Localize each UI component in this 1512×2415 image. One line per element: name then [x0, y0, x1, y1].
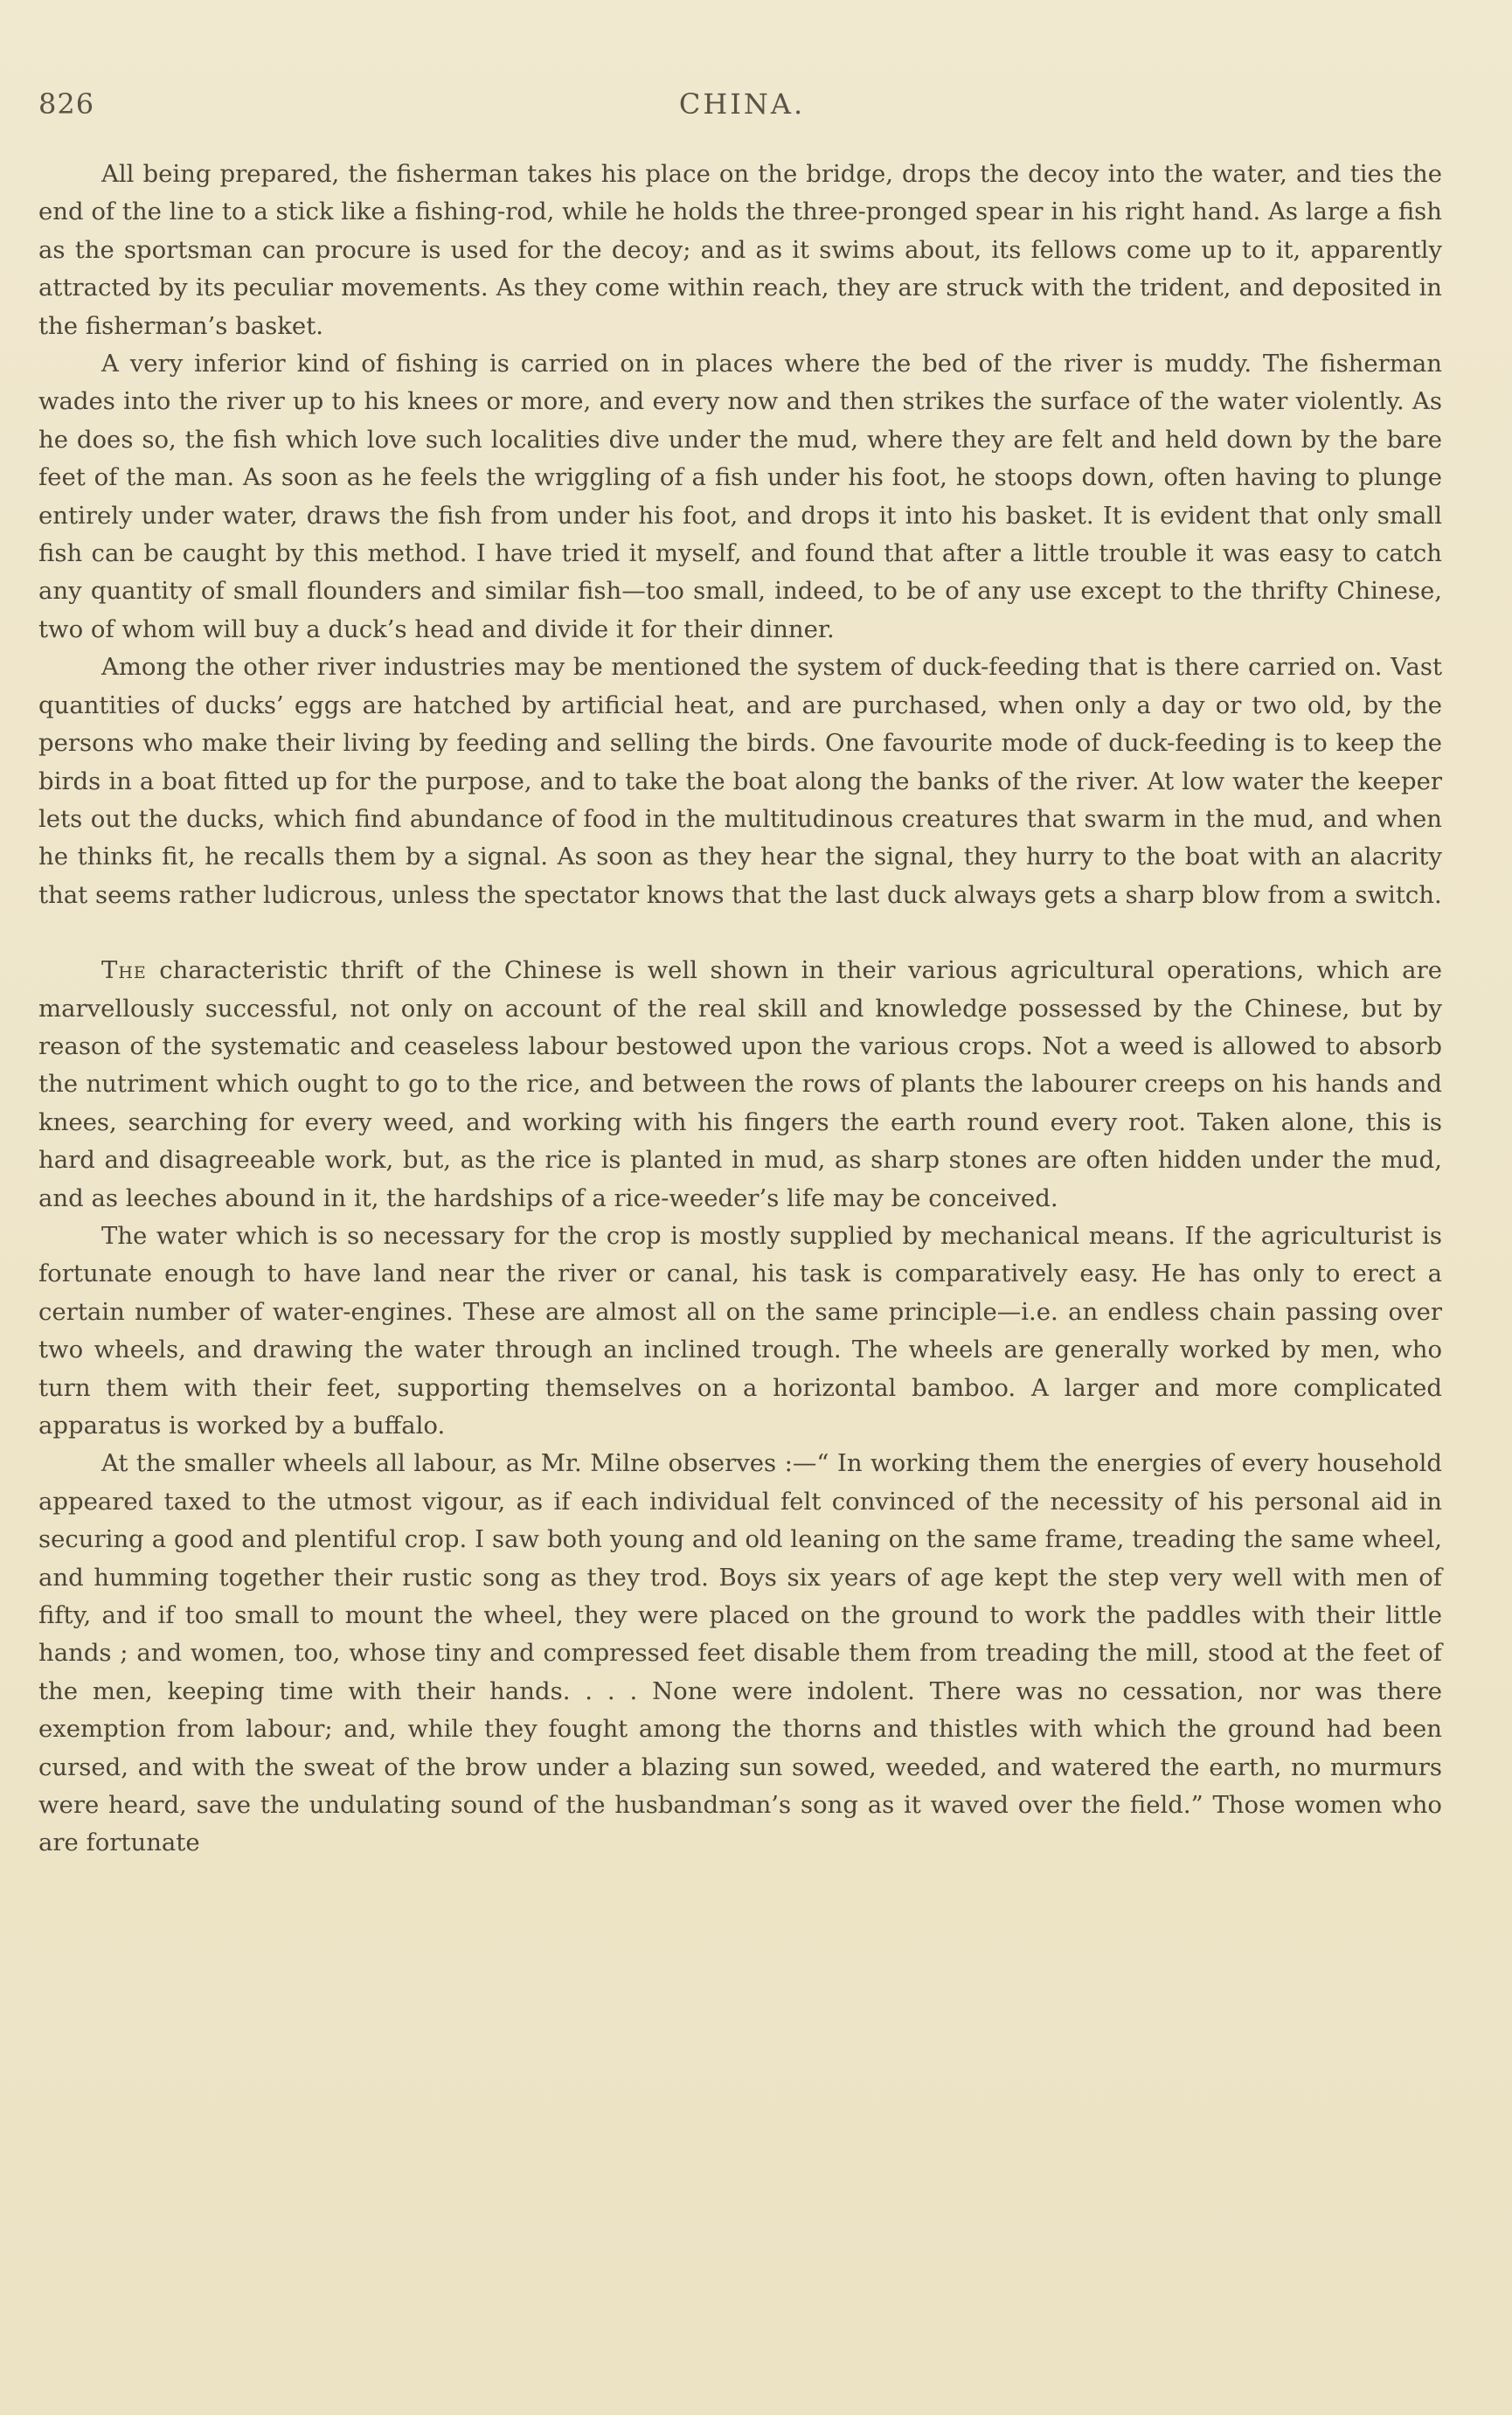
paragraph-text: At the smaller wheels all labour, as Mr. Milne observes :—“ In working them the energies of every household appeared taxed to the utmost vigour, as if each individual felt convinced of the necessity of his personal aid in securing a good and plentiful crop. I saw both young and old leaning on the same frame, treading the same wheel, and humming together their rustic song as they trod. Boys six years of age kept the step very well with men of fifty, and if too small to mount the wheel, they were placed on the ground to work the paddles with their little hands ; and women, too, whose tiny and compressed feet disable them from treading the mill, stood at the feet of the men, keeping time with their hands. . . . None were indolent. There was no cessation, nor was there exemption from labour; and, while they fought among the thorns and thistles with which the ground had been cursed, and with the sweat of the brow under a blazing sun sowed, weeded, and watered the earth, no murmurs were heard, save the undulating sound of the husbandman’s song as it waved over the field.” Those women who are fortunate: [38, 1449, 1442, 1857]
paragraph-text: The water which is so necessary for the crop is mostly supplied by mechanical means. If the agriculturist is fortunate enough to have land near the river or canal, his task is comparatively easy. He has only to erect a certain number of water-engines. These are almost all on the same principle—i.e. an endless chain passing over two wheels, and drawing the water through an inclined trough. The wheels are generally worked by men, who turn them with their feet, supporting themselves on a horizontal bamboo. A larger and more complicated apparatus is worked by a buffalo.: [38, 1221, 1442, 1440]
paragraph-text: characteristic thrift of the Chinese is well shown in their various agricultural operations, which are marvellously successful, not only on account of the real skill and knowledge possessed by the Chinese, but by reason of the systematic and ceaseless labour bestowed upon the various crops. Not a weed is allowed to absorb the nutriment which ought to go to the rice, and between the rows of plants the labourer creeps on his hands and knees, searching for every weed, and working with his fingers the earth round every root. Taken alone, this is hard and disagreeable work, but, as the rice is planted in mud, as sharp stones are often hidden under the mud, and as leeches abound in it, the hardships of a rice-weeder’s life may be conceived.: [38, 956, 1442, 1212]
paragraph-duck-feeding: [38, 649, 1442, 914]
page-number: 826: [38, 87, 95, 121]
paragraph-text: All being prepared, the fisherman takes his place on the bridge, drops the decoy into the water, and ties the end of the line to a stick like a fishing-rod, while he holds the three-pronged spear in his right hand. As large a fish as the sportsman can procure is used for the decoy; and as it swims about, its fellows come up to it, apparently attracted by its peculiar movements. As they come within reach, they are struck with the trident, and deposited in the fisherman’s basket.: [38, 160, 1442, 340]
page-header: [38, 87, 1446, 133]
paragraph-water-engines: [38, 1218, 1442, 1445]
section-lead-word: The: [101, 956, 147, 985]
paragraph-text: A very inferior kind of fishing is carried on in places where the bed of the river is muddy. The fisherman wades into the river up to his knees or more, and every now and then strikes the surface of the water violently. As he does so, the fish which love such localities dive under the mud, where they are felt and held down by the bare feet of the man. As soon as he feels the wriggling of a fish under his foot, he stoops down, often having to plunge entirely under water, draws the fish from under his foot, and drops it into his basket. It is evident that only small fish can be caught by this method. I have tried it myself, and found that after a little trouble it was easy to catch any quantity of small flounders and similar fish—too small, indeed, to be of any use except to the thrifty Chinese, two of whom will buy a duck’s head and divide it for their dinner.: [38, 350, 1442, 643]
paragraph-text: Among the other river industries may be mentioned the system of duck-feeding that is there carried on. Vast quantities of ducks’ eggs are hatched by artificial heat, and are purchased, when only a day or two old, by the persons who make their living by feeding and selling the birds. One favourite mode of duck-feeding is to keep the birds in a boat fitted up for the purpose, and to take the boat along the banks of the river. At low water the keeper lets out the ducks, which find abundance of food in the multitudinous creatures that swarm in the mud, and when he thinks fit, he recalls them by a signal. As soon as they hear the signal, they hurry to the boat with an alacrity that seems rather ludicrous, unless the spectator knows that the last duck always gets a sharp blow from a switch.: [38, 653, 1442, 909]
paragraph-fishing-decoy: [38, 156, 1442, 345]
paragraph-agriculture: [38, 952, 1442, 1218]
body-text: [38, 156, 1442, 1863]
running-title: CHINA.: [678, 87, 806, 121]
paragraph-milne-quote: [38, 1445, 1442, 1862]
paragraph-mud-fishing: [38, 345, 1442, 649]
